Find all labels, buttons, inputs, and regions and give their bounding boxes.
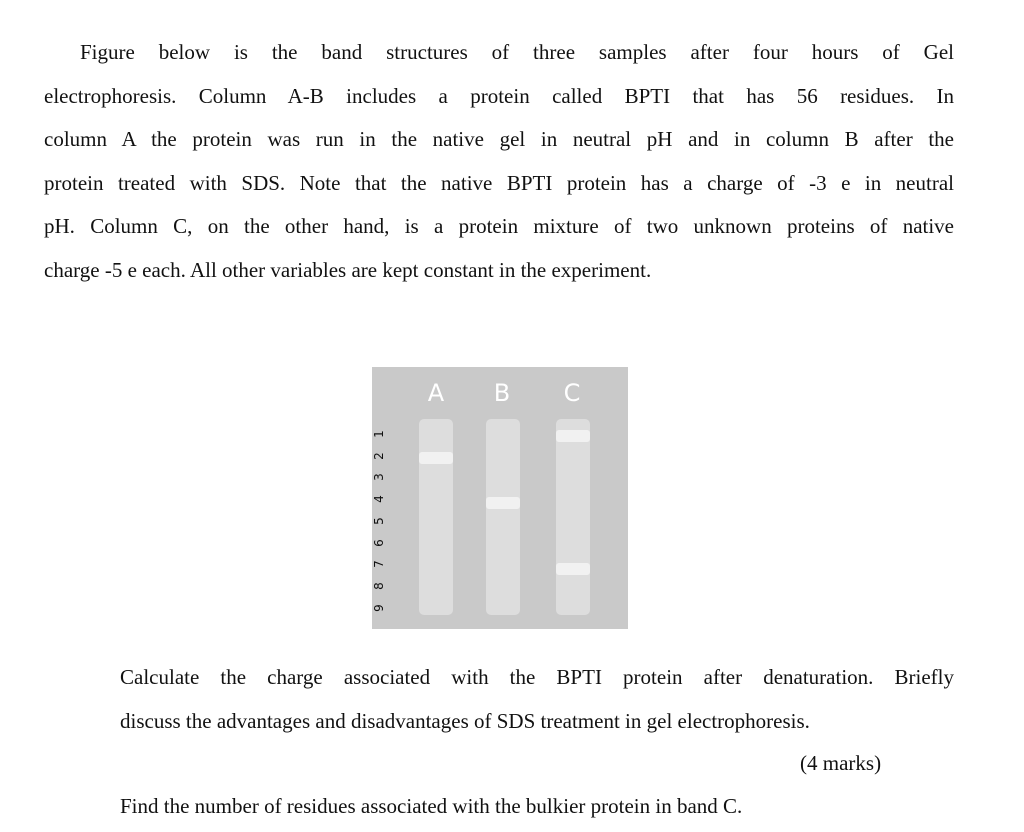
marks-label: (4 marks) xyxy=(800,751,882,775)
position-tick: 5 xyxy=(371,516,386,525)
intro-line: protein treated with SDS. Note that the native BPTI protein has a charge of -3 e in neutral xyxy=(44,170,954,195)
column-label-c: C xyxy=(563,379,581,407)
question-1 xyxy=(120,656,954,743)
question-2: Find the number of residues associated with the bulkier protein in band C. xyxy=(120,794,743,818)
position-tick: 3 xyxy=(371,473,386,482)
intro-line: column A the protein was run in the native gel in neutral pH and in column B after the xyxy=(44,127,954,152)
position-tick: 8 xyxy=(371,582,386,590)
position-tick: 6 xyxy=(371,538,386,547)
position-tick: 9 xyxy=(371,603,386,612)
position-tick: 4 xyxy=(371,495,386,503)
column-label-a: A xyxy=(427,379,445,407)
intro-line: charge -5 e each. All other variables are kept constant in the experiment. xyxy=(44,257,652,282)
position-tick: 1 xyxy=(371,430,386,438)
band-b xyxy=(486,497,520,509)
position-tick: 7 xyxy=(371,560,386,569)
gel-electrophoresis-figure xyxy=(372,367,628,629)
intro-line: pH. Column C, on the other hand, is a protein mixture of two unknown proteins of native xyxy=(44,214,954,239)
column-label-b: B xyxy=(493,379,511,407)
intro-line: electrophoresis. Column A-B includes a protein called BPTI that has 56 residues. In xyxy=(44,83,954,108)
band-c xyxy=(556,563,590,575)
band-c xyxy=(556,430,590,442)
question-1-line: Calculate the charge associated with the BPTI protein after denaturation. Briefly xyxy=(120,665,954,689)
lane-a xyxy=(419,419,453,615)
lane-c xyxy=(556,419,590,615)
intro-paragraph xyxy=(44,31,954,293)
band-a xyxy=(419,452,453,464)
position-tick: 2 xyxy=(371,451,386,460)
question-1-line: discuss the advantages and disadvantages of SDS treatment in gel electrophoresis. xyxy=(120,708,810,733)
intro-line: Figure below is the band structures of three samples after four hours of Gel xyxy=(80,40,954,64)
lane-b xyxy=(486,419,520,615)
